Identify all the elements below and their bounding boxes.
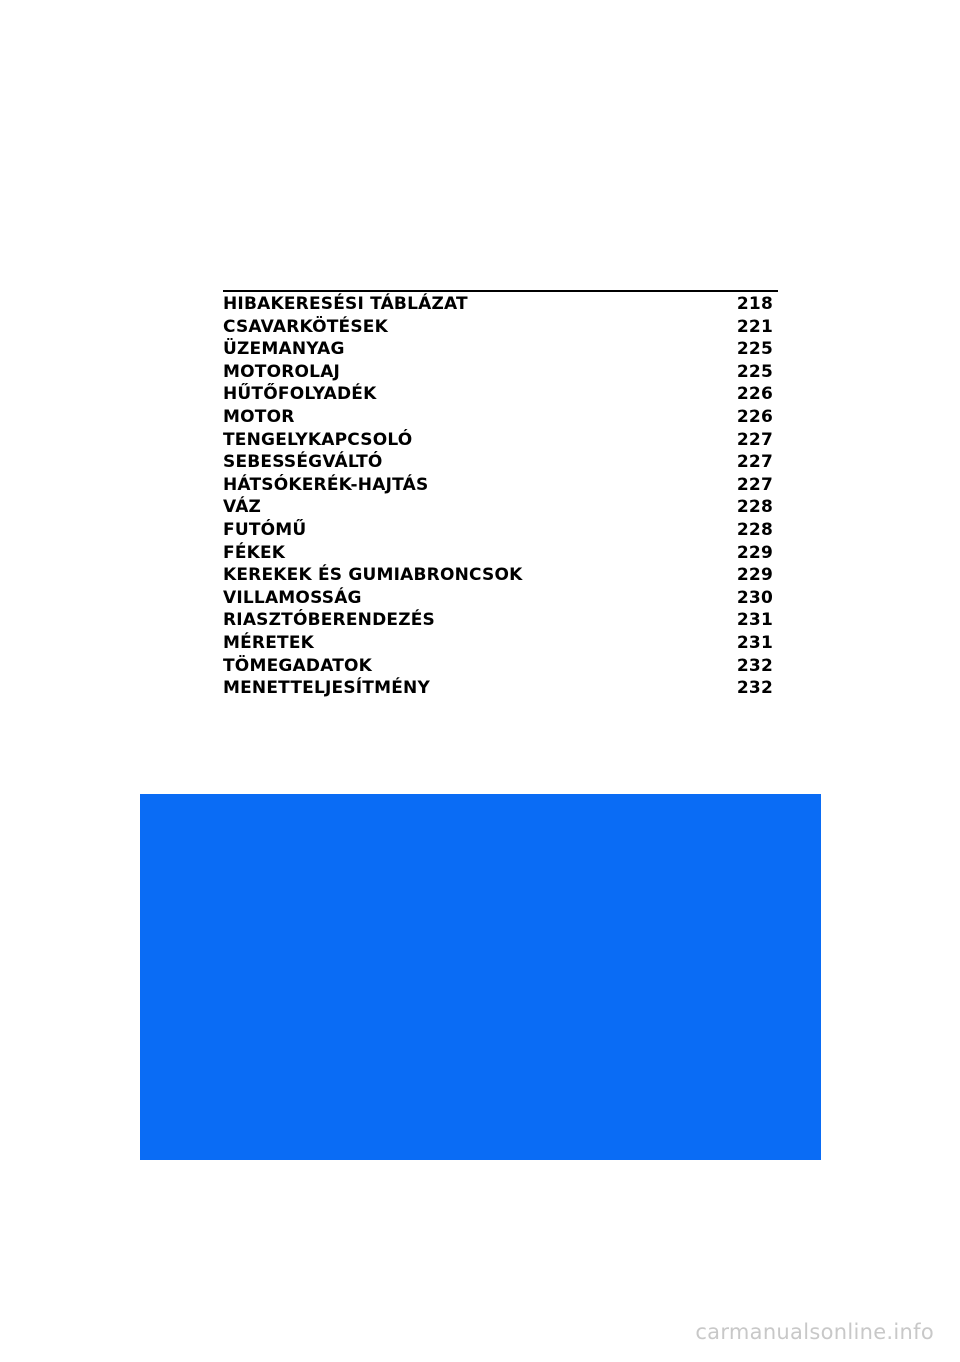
toc-entry-page: 221: [736, 316, 773, 337]
toc-entry[interactable]: [223, 519, 773, 542]
toc-entry[interactable]: [223, 655, 773, 678]
toc-entry-title: MOTOROLAJ: [223, 361, 341, 382]
toc-entry-title: FÉKEK: [223, 542, 286, 563]
toc-entry-title: VÁZ: [223, 497, 262, 518]
toc-entry-page: 226: [736, 384, 773, 405]
toc-entry[interactable]: [223, 542, 773, 565]
toc-top-rule: [223, 290, 778, 292]
blue-panel: [140, 794, 821, 1160]
toc-entry-page: 231: [736, 632, 773, 653]
toc-entry[interactable]: [223, 451, 773, 474]
toc-entry-page: 218: [736, 294, 773, 314]
toc-entry-page: 227: [736, 452, 773, 473]
toc-entry[interactable]: [223, 632, 773, 655]
toc-entry-title: ÜZEMANYAG: [223, 339, 345, 360]
toc-entry[interactable]: [223, 564, 773, 587]
toc-entry[interactable]: [223, 293, 773, 316]
toc-entry[interactable]: [223, 587, 773, 610]
toc-entry-title: HŰTŐFOLYADÉK: [223, 384, 377, 405]
toc-entry-page: 226: [736, 406, 773, 427]
toc-entry-page: 228: [736, 519, 773, 540]
toc-entry-page: 227: [736, 429, 773, 450]
toc-entry-page: 230: [736, 587, 773, 608]
toc-entry[interactable]: [223, 496, 773, 519]
toc-entry-page: 229: [736, 565, 773, 586]
toc-entry-page: 225: [736, 339, 773, 360]
toc-entry-title: FUTÓMŰ: [223, 519, 307, 540]
toc-entry-page: 232: [736, 678, 773, 699]
toc-entry-title: RIASZTÓBERENDEZÉS: [223, 610, 435, 631]
toc-entry-page: 231: [736, 610, 773, 631]
toc-entry-title: KEREKEK ÉS GUMIABRONCSOK: [223, 565, 523, 586]
toc-entry-title: SEBESSÉGVÁLTÓ: [223, 452, 383, 473]
toc-entry-title: TÖMEGADATOK: [223, 655, 373, 676]
toc-entry-title: MENETTELJESÍTMÉNY: [223, 678, 430, 699]
toc-entry-title: MOTOR: [223, 406, 295, 427]
toc-entry-page: 227: [736, 474, 773, 495]
toc-entry[interactable]: [223, 383, 773, 406]
toc-entry-page: 229: [736, 542, 773, 563]
toc-entry-title: VILLAMOSSÁG: [223, 587, 362, 608]
table-of-contents: [223, 293, 773, 700]
toc-entry[interactable]: [223, 338, 773, 361]
toc-entry[interactable]: [223, 316, 773, 339]
toc-entry[interactable]: [223, 429, 773, 452]
watermark-text: carmanualsonline.info: [695, 1320, 934, 1344]
toc-entry-title: CSAVARKÖTÉSEK: [223, 316, 388, 337]
toc-entry[interactable]: [223, 609, 773, 632]
toc-entry[interactable]: [223, 677, 773, 700]
toc-entry-page: 225: [736, 361, 773, 382]
toc-entry-title: HIBAKERESÉSI TÁBLÁZAT: [223, 294, 468, 314]
toc-entry-page: 232: [736, 655, 773, 676]
toc-entry[interactable]: [223, 361, 773, 384]
toc-entry-title: HÁTSÓKERÉK-HAJTÁS: [223, 474, 429, 495]
toc-entry-title: TENGELYKAPCSOLÓ: [223, 429, 413, 450]
toc-entry-title: MÉRETEK: [223, 632, 315, 653]
toc-entry-page: 228: [736, 497, 773, 518]
toc-entry[interactable]: [223, 406, 773, 429]
toc-entry[interactable]: [223, 474, 773, 497]
